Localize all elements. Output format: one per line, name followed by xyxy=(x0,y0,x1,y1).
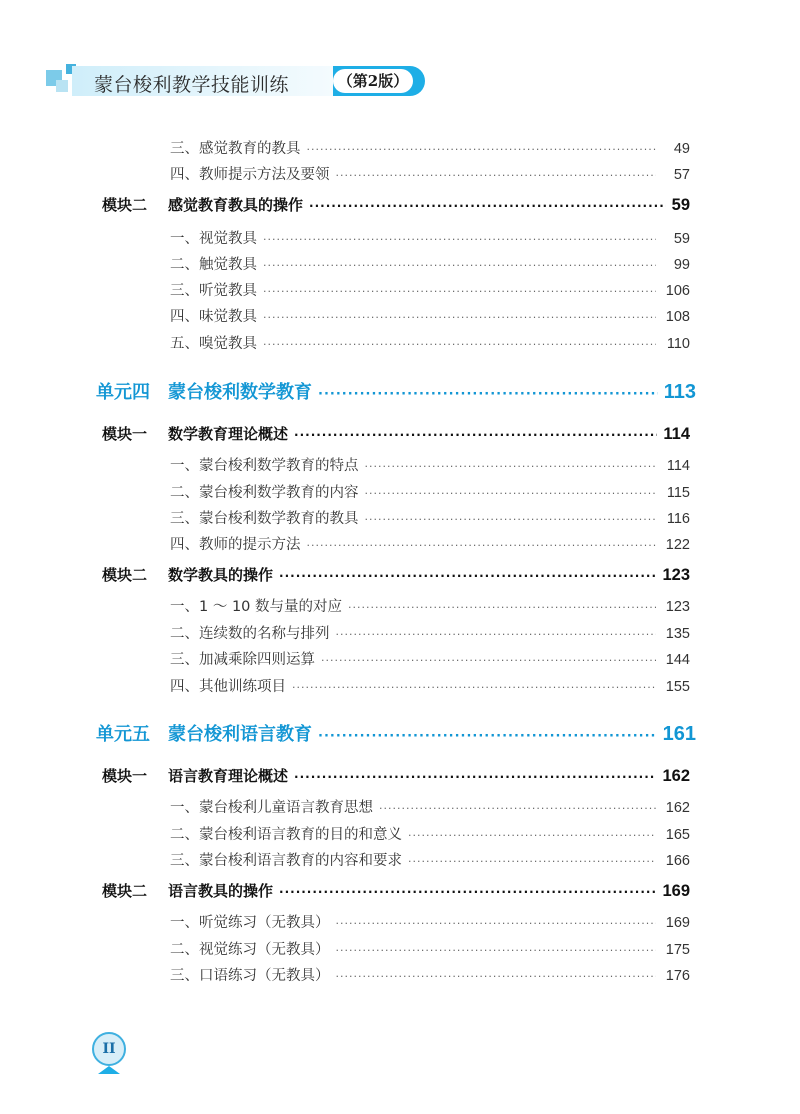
toc-unit[interactable] xyxy=(96,720,696,746)
toc-page-number: 99 xyxy=(673,257,690,273)
dot-leader xyxy=(365,513,657,526)
module-title: 数学教具的操作 xyxy=(168,566,274,584)
toc-module[interactable] xyxy=(102,765,690,786)
toc-item[interactable] xyxy=(170,163,690,184)
toc-item-label: 四、教师的提示方法 xyxy=(170,537,301,553)
toc-item-label: 二、蒙台梭利数学教育的内容 xyxy=(170,485,359,501)
dot-leader xyxy=(307,539,657,552)
toc-item-label: 三、听觉教具 xyxy=(170,283,257,299)
toc-item[interactable] xyxy=(170,227,690,248)
dot-leader xyxy=(318,387,658,402)
toc-item[interactable] xyxy=(170,849,690,870)
toc-page-number: 108 xyxy=(665,309,690,325)
toc-page-number: 155 xyxy=(665,679,690,695)
dot-leader xyxy=(365,487,657,500)
dot-leader xyxy=(336,944,657,957)
dot-leader xyxy=(379,802,656,815)
toc-page-number: 123 xyxy=(662,566,690,584)
toc-item-label: 五、嗅觉教具 xyxy=(170,336,257,352)
toc-item-label: 三、加减乘除四则运算 xyxy=(170,652,315,668)
toc-item[interactable] xyxy=(170,938,690,959)
toc-module[interactable] xyxy=(102,880,690,901)
toc-item-label: 四、其他训练项目 xyxy=(170,679,286,695)
unit-tag: 单元五 xyxy=(96,724,150,745)
toc-item[interactable] xyxy=(170,533,690,554)
module-tag: 模块一 xyxy=(102,767,148,785)
toc-page-number: 116 xyxy=(666,511,690,527)
toc-page-number: 169 xyxy=(665,915,690,931)
toc-page-number: 59 xyxy=(673,231,690,247)
module-tag: 模块二 xyxy=(102,566,148,584)
toc-page-number: 123 xyxy=(665,599,690,615)
toc-page-number: 162 xyxy=(665,800,690,816)
toc-page-number: 165 xyxy=(665,827,690,843)
dot-leader xyxy=(263,259,656,272)
edition-label: （第2版） xyxy=(333,69,413,93)
toc-item-label: 一、视觉教具 xyxy=(170,231,257,247)
dot-leader xyxy=(279,885,656,899)
toc-item-label: 二、连续数的名称与排列 xyxy=(170,626,330,642)
edition-tab xyxy=(333,66,425,96)
toc-page-number: 176 xyxy=(665,968,690,984)
dot-leader xyxy=(307,143,657,156)
toc-page-number: 169 xyxy=(662,882,690,900)
toc-item[interactable] xyxy=(170,137,690,158)
toc-page-number: 135 xyxy=(665,626,690,642)
toc-page-number: 110 xyxy=(666,336,690,352)
toc-page-number: 59 xyxy=(671,196,690,214)
deco-square xyxy=(56,80,68,92)
dot-leader xyxy=(294,428,657,442)
toc-module[interactable] xyxy=(102,564,690,585)
toc-item-label: 一、听觉练习（无教具） xyxy=(170,915,330,931)
dot-leader xyxy=(321,654,656,667)
toc-page-number: 162 xyxy=(662,767,690,785)
toc-page-number: 49 xyxy=(673,141,690,157)
dot-leader xyxy=(365,460,657,473)
toc-item[interactable] xyxy=(170,279,690,300)
toc-item-label: 二、视觉练习（无教具） xyxy=(170,942,330,958)
toc-page-number: 113 xyxy=(663,381,696,403)
book-title: 蒙台梭利教学技能训练 xyxy=(94,74,290,96)
toc-item[interactable] xyxy=(170,305,690,326)
toc-item[interactable] xyxy=(170,675,690,696)
dot-leader xyxy=(336,628,657,641)
module-title: 感觉教育教具的操作 xyxy=(168,196,304,214)
module-title: 语言教育理论概述 xyxy=(168,767,289,785)
toc-item[interactable] xyxy=(170,823,690,844)
toc-page-number: 175 xyxy=(665,942,690,958)
module-title: 数学教育理论概述 xyxy=(168,425,289,443)
toc-page-number: 161 xyxy=(662,723,696,745)
dot-leader xyxy=(263,311,656,324)
toc-page-number: 115 xyxy=(666,485,690,501)
dot-leader xyxy=(408,855,656,868)
toc-item[interactable] xyxy=(170,964,690,985)
toc-item[interactable] xyxy=(170,481,690,502)
toc-item-label: 一、蒙台梭利儿童语言教育思想 xyxy=(170,800,373,816)
toc-item[interactable] xyxy=(170,332,690,353)
toc-page-number: 106 xyxy=(665,283,690,299)
toc-item-label: 四、教师提示方法及要领 xyxy=(170,167,330,183)
dot-leader xyxy=(309,199,666,213)
toc-item[interactable] xyxy=(170,648,690,669)
toc-item-label: 三、感觉教育的教具 xyxy=(170,141,301,157)
dot-leader xyxy=(263,233,656,246)
toc-item[interactable] xyxy=(170,507,690,528)
dot-leader xyxy=(263,285,656,298)
toc-module[interactable] xyxy=(102,423,690,444)
dot-leader xyxy=(336,917,657,930)
module-tag: 模块二 xyxy=(102,882,148,900)
page-number-marker xyxy=(98,1066,120,1074)
toc-page-number: 114 xyxy=(663,425,690,443)
dot-leader xyxy=(294,770,656,784)
dot-leader xyxy=(348,601,656,614)
toc-item-label: 一、蒙台梭利数学教育的特点 xyxy=(170,458,359,474)
dot-leader xyxy=(336,970,657,983)
toc-item-label: 三、蒙台梭利语言教育的内容和要求 xyxy=(170,853,402,869)
toc-item-label: 四、味觉教具 xyxy=(170,309,257,325)
toc-item[interactable] xyxy=(170,454,690,475)
toc-item-label: 一、1 ～ 10 数与量的对应 xyxy=(170,599,343,615)
module-title: 语言教具的操作 xyxy=(168,882,274,900)
toc-unit[interactable] xyxy=(96,378,696,404)
toc-page-number: 57 xyxy=(673,167,690,183)
dot-leader xyxy=(292,681,656,694)
page-number-badge: II xyxy=(92,1032,126,1066)
dot-leader xyxy=(263,338,656,351)
toc-item[interactable] xyxy=(170,911,690,932)
toc-item-label: 二、蒙台梭利语言教育的目的和意义 xyxy=(170,827,402,843)
toc-item-label: 三、蒙台梭利数学教育的教具 xyxy=(170,511,359,527)
toc-item[interactable] xyxy=(170,796,690,817)
toc-item-label: 三、口语练习（无教具） xyxy=(170,968,330,984)
toc-item-label: 二、触觉教具 xyxy=(170,257,257,273)
dot-leader xyxy=(318,729,657,744)
dot-leader xyxy=(408,829,656,842)
toc-page-number: 144 xyxy=(665,652,690,668)
unit-tag: 单元四 xyxy=(96,382,150,403)
toc-item[interactable] xyxy=(170,595,690,616)
unit-title: 蒙台梭利数学教育 xyxy=(168,382,312,403)
toc-page-number: 114 xyxy=(666,458,690,474)
toc-module[interactable] xyxy=(102,194,690,215)
toc-page-number: 122 xyxy=(665,537,690,553)
toc-page-number: 166 xyxy=(665,853,690,869)
toc-item[interactable] xyxy=(170,253,690,274)
dot-leader xyxy=(279,569,656,583)
dot-leader xyxy=(336,169,657,182)
module-tag: 模块一 xyxy=(102,425,148,443)
toc-item[interactable] xyxy=(170,622,690,643)
module-tag: 模块二 xyxy=(102,196,148,214)
running-header xyxy=(46,62,409,102)
unit-title: 蒙台梭利语言教育 xyxy=(168,724,312,745)
